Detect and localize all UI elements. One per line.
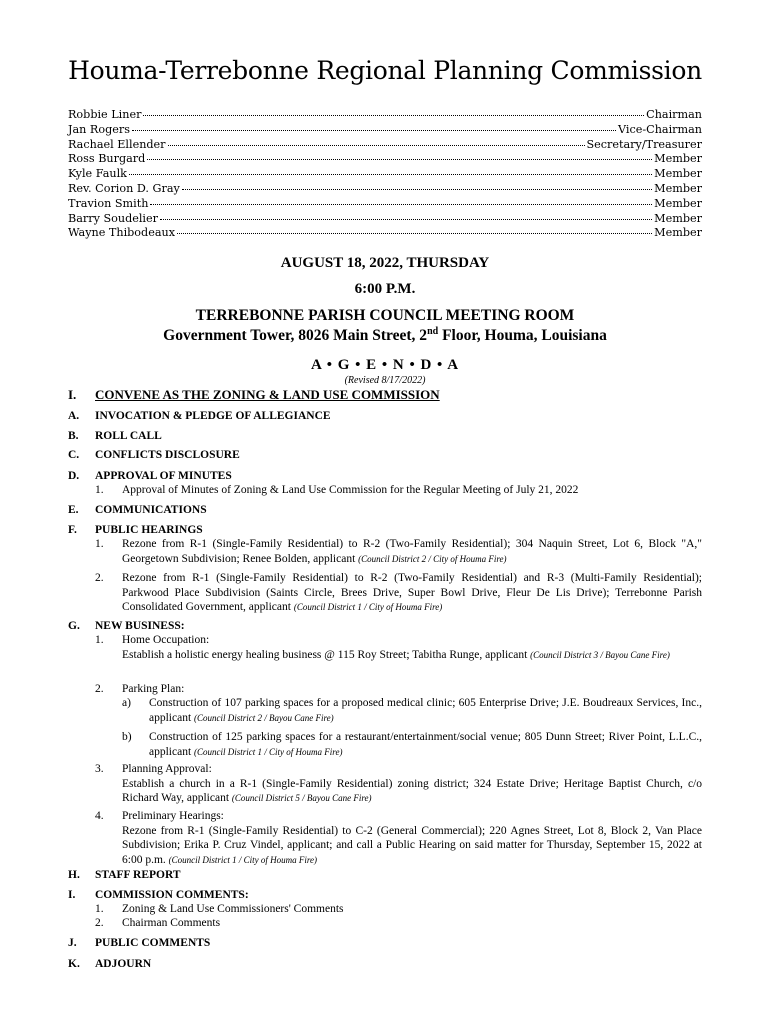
section-letter: F. bbox=[68, 524, 77, 536]
agenda-label: A • G • E • N • D • A bbox=[310, 357, 460, 373]
district-note: (Council District 2 / City of Houma Fire) bbox=[358, 553, 507, 564]
leader-dots bbox=[150, 204, 652, 205]
section-letter: B. bbox=[68, 430, 79, 442]
address-text: Floor, Houma, Louisiana bbox=[438, 327, 607, 345]
member-role: Member bbox=[654, 181, 702, 195]
item-label: Preliminary Hearings: bbox=[122, 810, 224, 822]
section-letter: J. bbox=[68, 937, 77, 949]
item-label: Home Occupation: bbox=[122, 634, 210, 646]
member-role: Vice-Chairman bbox=[618, 122, 702, 136]
item-text bbox=[149, 696, 702, 725]
member-name: Robbie Liner bbox=[68, 108, 142, 121]
member-name: Barry Soudelier bbox=[68, 211, 158, 225]
member-name: Ross Burgard bbox=[68, 152, 146, 166]
section-heading: NEW BUSINESS: bbox=[95, 620, 185, 632]
item-number: 2. bbox=[95, 683, 104, 695]
item-description: Construction of 125 parking spaces for a restaurant/entertainment/social venue; 805 Dunn Street; River Point, L.L.C., applicant bbox=[149, 731, 702, 758]
meeting-time: 6:00 P.M. bbox=[354, 281, 416, 297]
section-letter: H. bbox=[68, 869, 80, 881]
item-text: Zoning & Land Use Commissioners' Comments bbox=[122, 903, 344, 915]
district-note: (Council District 1 / City of Houma Fire) bbox=[168, 854, 318, 865]
section-letter: D. bbox=[68, 470, 80, 482]
roster-row bbox=[68, 138, 702, 153]
meeting-date: AUGUST 18, 2022, THURSDAY bbox=[280, 255, 490, 271]
section-heading: CONVENE AS THE ZONING & LAND USE COMMISSION bbox=[95, 387, 440, 402]
item-text bbox=[122, 633, 702, 662]
item-description: Construction of 107 parking spaces for a proposed medical clinic; 605 Enterprise Drive; J.E. Boudreaux Services, Inc., applicant bbox=[149, 697, 702, 724]
section-heading: APPROVAL OF MINUTES bbox=[95, 470, 232, 482]
page-title: Houma-Terrebonne Regional Planning Commission bbox=[68, 56, 702, 85]
leader-dots bbox=[177, 233, 652, 234]
section-heading: COMMISSION COMMENTS: bbox=[95, 889, 249, 901]
roster-row bbox=[68, 212, 702, 227]
commission-roster bbox=[68, 108, 702, 241]
roster-row bbox=[68, 123, 702, 138]
item-text bbox=[122, 762, 702, 806]
member-name: Wayne Thibodeaux bbox=[68, 226, 176, 240]
section-heading: ROLL CALL bbox=[95, 430, 162, 442]
section-letter: E. bbox=[68, 504, 79, 516]
item-label: Planning Approval: bbox=[122, 763, 212, 775]
section-heading: COMMUNICATIONS bbox=[95, 504, 207, 516]
member-name: Travion Smith bbox=[68, 196, 149, 210]
item-number: 1. bbox=[95, 634, 104, 646]
section-letter: C. bbox=[68, 449, 80, 461]
leader-dots bbox=[147, 159, 652, 160]
section-letter: G. bbox=[68, 620, 80, 632]
section-heading: STAFF REPORT bbox=[95, 869, 181, 881]
section-letter: A. bbox=[68, 410, 80, 422]
address-superscript: nd bbox=[427, 326, 439, 337]
leader-dots bbox=[143, 115, 644, 116]
leader-dots bbox=[132, 130, 616, 131]
member-role: Member bbox=[654, 152, 702, 166]
item-number: 2. bbox=[95, 917, 104, 929]
section-heading: INVOCATION & PLEDGE OF ALLEGIANCE bbox=[95, 410, 331, 422]
member-name: Kyle Faulk bbox=[68, 167, 127, 181]
item-description: Establish a church in a R-1 (Single-Family Residential) zoning district; 324 Estate Drive; Heritage Baptist Church, c/o Richard Way, applicant bbox=[122, 777, 702, 804]
item-number: 1. bbox=[95, 903, 104, 915]
meeting-address bbox=[0, 326, 770, 345]
item-number: 4. bbox=[95, 810, 104, 822]
item-text: Chairman Comments bbox=[122, 917, 221, 929]
roster-row bbox=[68, 167, 702, 182]
district-note: (Council District 2 / Bayou Cane Fire) bbox=[194, 712, 334, 723]
roster-row bbox=[68, 108, 702, 123]
district-note: (Council District 5 / Bayou Cane Fire) bbox=[231, 793, 372, 803]
item-text bbox=[149, 730, 702, 759]
item-text bbox=[122, 537, 702, 566]
item-label: Parking Plan: bbox=[122, 683, 185, 695]
item-text bbox=[122, 809, 702, 867]
section-letter: I. bbox=[68, 889, 76, 901]
roster-row bbox=[68, 197, 702, 212]
item-number: 1. bbox=[95, 538, 104, 550]
leader-dots bbox=[129, 174, 652, 175]
sub-item-letter: a) bbox=[122, 697, 131, 709]
member-role: Chairman bbox=[646, 108, 702, 121]
section-letter: I. bbox=[68, 387, 77, 402]
item-description: Rezone from R-1 (Single-Family Residential) to C-2 (General Commercial); 220 Agnes Street, Lot 8, Block 2, Van Place Subdivision; Erika P. Cruz Vindel, applicant; and call a Public Hearing on said matter for Thursday, September 15, 2022 at 6:00 p.m. bbox=[122, 824, 702, 866]
district-note: (Council District 3 / Bayou Cane Fire) bbox=[530, 649, 670, 660]
section-heading: CONFLICTS DISCLOSURE bbox=[95, 449, 240, 461]
member-role: Member bbox=[654, 167, 702, 181]
member-role: Secretary/Treasurer bbox=[586, 137, 702, 151]
district-note: (Council District 1 / City of Houma Fire) bbox=[194, 746, 343, 757]
sub-item-letter: b) bbox=[122, 731, 132, 743]
district-note: (Council District 1 / City of Houma Fire) bbox=[293, 602, 443, 612]
roster-row bbox=[68, 152, 702, 167]
item-description: Establish a holistic energy healing business @ 115 Roy Street; Tabitha Runge, applicant bbox=[122, 648, 528, 661]
item-number: 1. bbox=[95, 484, 104, 496]
item-description: Rezone from R-1 (Single-Family Residential) to R-2 (Two-Family Residential) and R-3 (Multi-Family Residential); Parkwood Place Subdivision (Saints Circle, Brees Drive, Super Bowl Drive, Fleur De Lis Drive); Terrebonne Parish Consolidated Government, applicant bbox=[122, 572, 702, 613]
section-heading: PUBLIC HEARINGS bbox=[95, 524, 203, 536]
member-name: Jan Rogers bbox=[68, 122, 130, 136]
roster-row bbox=[68, 182, 702, 197]
revised-note: (Revised 8/17/2022) bbox=[344, 375, 426, 386]
roster-row bbox=[68, 226, 702, 241]
member-name: Rev. Corion D. Gray bbox=[68, 181, 180, 195]
member-role: Member bbox=[654, 211, 702, 225]
section-letter: K. bbox=[68, 958, 80, 970]
item-number: 2. bbox=[95, 572, 104, 584]
address-text: Government Tower, 8026 Main Street, 2 bbox=[163, 327, 428, 345]
meeting-room: TERREBONNE PARISH COUNCIL MEETING ROOM bbox=[195, 307, 575, 324]
item-text bbox=[122, 571, 702, 615]
member-role: Member bbox=[654, 196, 702, 210]
section-heading: PUBLIC COMMENTS bbox=[95, 937, 211, 949]
member-name: Rachael Ellender bbox=[68, 137, 166, 151]
section-heading: ADJOURN bbox=[95, 958, 152, 970]
leader-dots bbox=[182, 189, 652, 190]
item-text: Approval of Minutes of Zoning & Land Use Commission for the Regular Meeting of July 21, 2022 bbox=[122, 484, 579, 496]
item-number: 3. bbox=[95, 763, 104, 775]
leader-dots bbox=[168, 145, 585, 146]
member-role: Member bbox=[654, 226, 702, 240]
leader-dots bbox=[160, 219, 652, 220]
item-description: Rezone from R-1 (Single-Family Residential) to R-2 (Two-Family Residential); 304 Naquin Street, Lot 6, Block "A," Georgetown Subdivision; Renee Bolden, applicant bbox=[122, 538, 702, 565]
